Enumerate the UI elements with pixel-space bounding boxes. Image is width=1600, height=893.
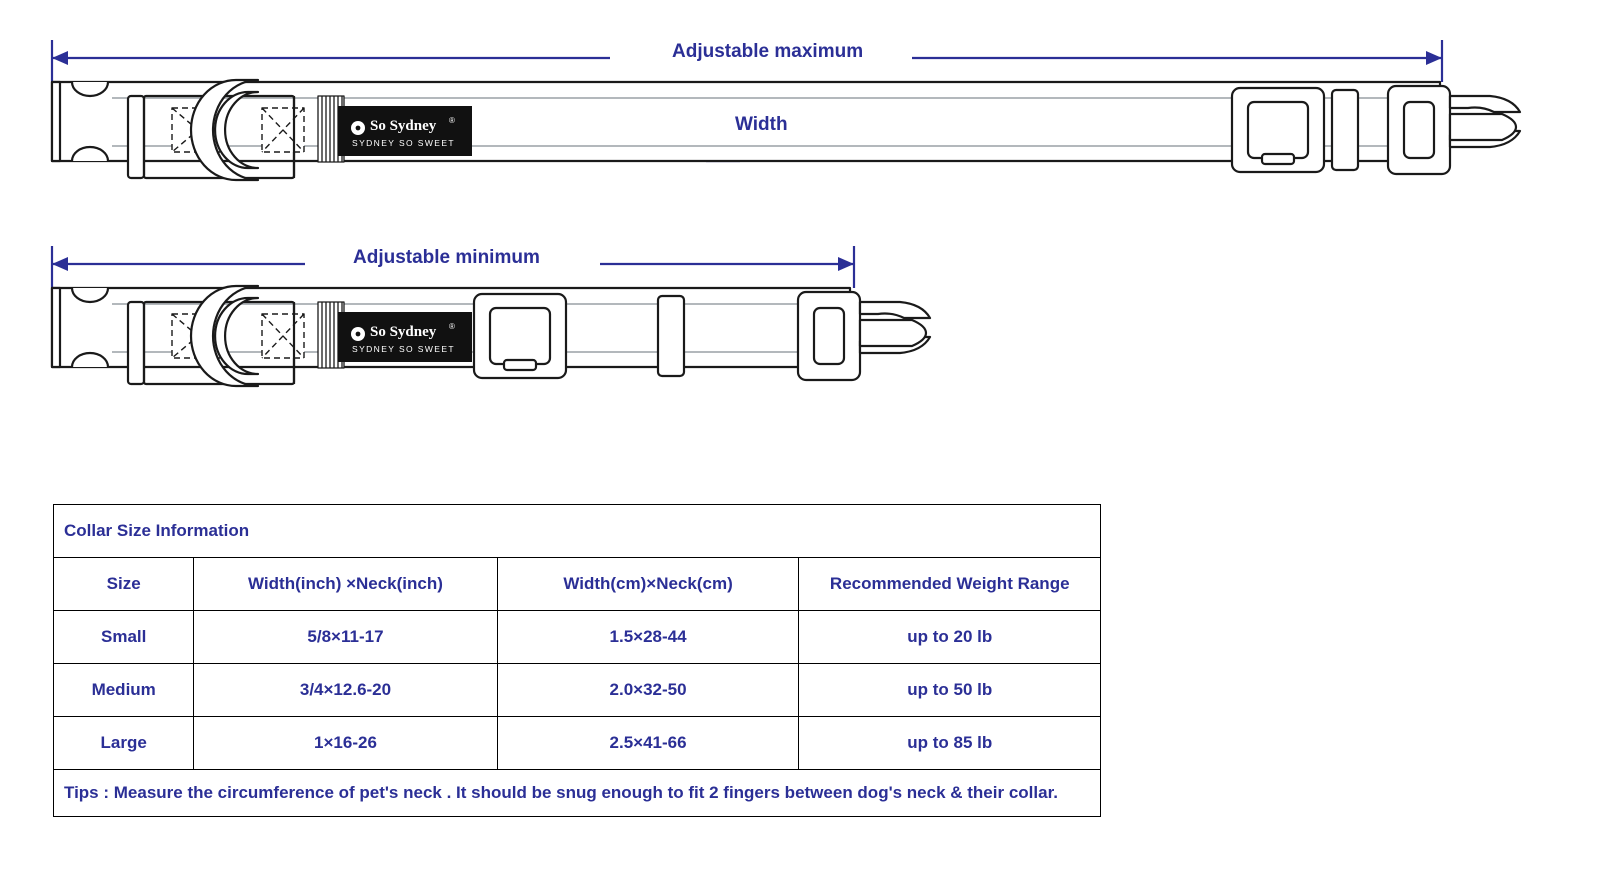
svg-text:®: ® (449, 116, 455, 125)
brand-tag-minimum (338, 312, 472, 362)
cell-weight-large: up to 85 lb (799, 717, 1101, 770)
header-weight-range: Recommended Weight Range (799, 558, 1101, 611)
cell-cm-small: 1.5×28-44 (497, 611, 799, 664)
svg-text:So Sydney: So Sydney (370, 118, 437, 134)
label-adjustable-maximum: Adjustable maximum (672, 41, 864, 62)
cell-weight-small: up to 20 lb (799, 611, 1101, 664)
svg-text:®: ® (449, 322, 455, 331)
table-row (54, 664, 1101, 717)
cell-cm-large: 2.5×41-66 (497, 717, 799, 770)
svg-text:SYDNEY SO SWEET: SYDNEY SO SWEET (352, 344, 456, 354)
brand-tag-maximum (338, 106, 472, 156)
table-header-row (54, 558, 1101, 611)
label-adjustable-minimum: Adjustable minimum (353, 247, 540, 268)
table-row (54, 611, 1101, 664)
cell-cm-medium: 2.0×32-50 (497, 664, 799, 717)
table-tips-row (54, 770, 1101, 817)
cell-size-small: Small (54, 611, 194, 664)
svg-text:So Sydney: So Sydney (370, 324, 437, 340)
header-width-neck-cm: Width(cm)×Neck(cm) (497, 558, 799, 611)
table-row (54, 717, 1101, 770)
cell-size-medium: Medium (54, 664, 194, 717)
svg-text:SYDNEY SO SWEET: SYDNEY SO SWEET (352, 138, 456, 148)
cell-inch-small: 5/8×11-17 (194, 611, 497, 664)
cell-size-large: Large (54, 717, 194, 770)
table-title-row (54, 505, 1101, 558)
cell-inch-medium: 3/4×12.6-20 (194, 664, 497, 717)
cell-inch-large: 1×16-26 (194, 717, 497, 770)
cell-weight-medium: up to 50 lb (799, 664, 1101, 717)
table-tips: Tips : Measure the circumference of pet's neck . It should be snug enough to fit 2 fingers between dog's neck & their collar. (54, 770, 1101, 817)
header-width-neck-inch: Width(inch) ×Neck(inch) (194, 558, 497, 611)
label-width: Width (735, 114, 788, 135)
header-size: Size (54, 558, 194, 611)
collar-size-table (53, 504, 1101, 817)
table-title: Collar Size Information (54, 505, 1101, 558)
